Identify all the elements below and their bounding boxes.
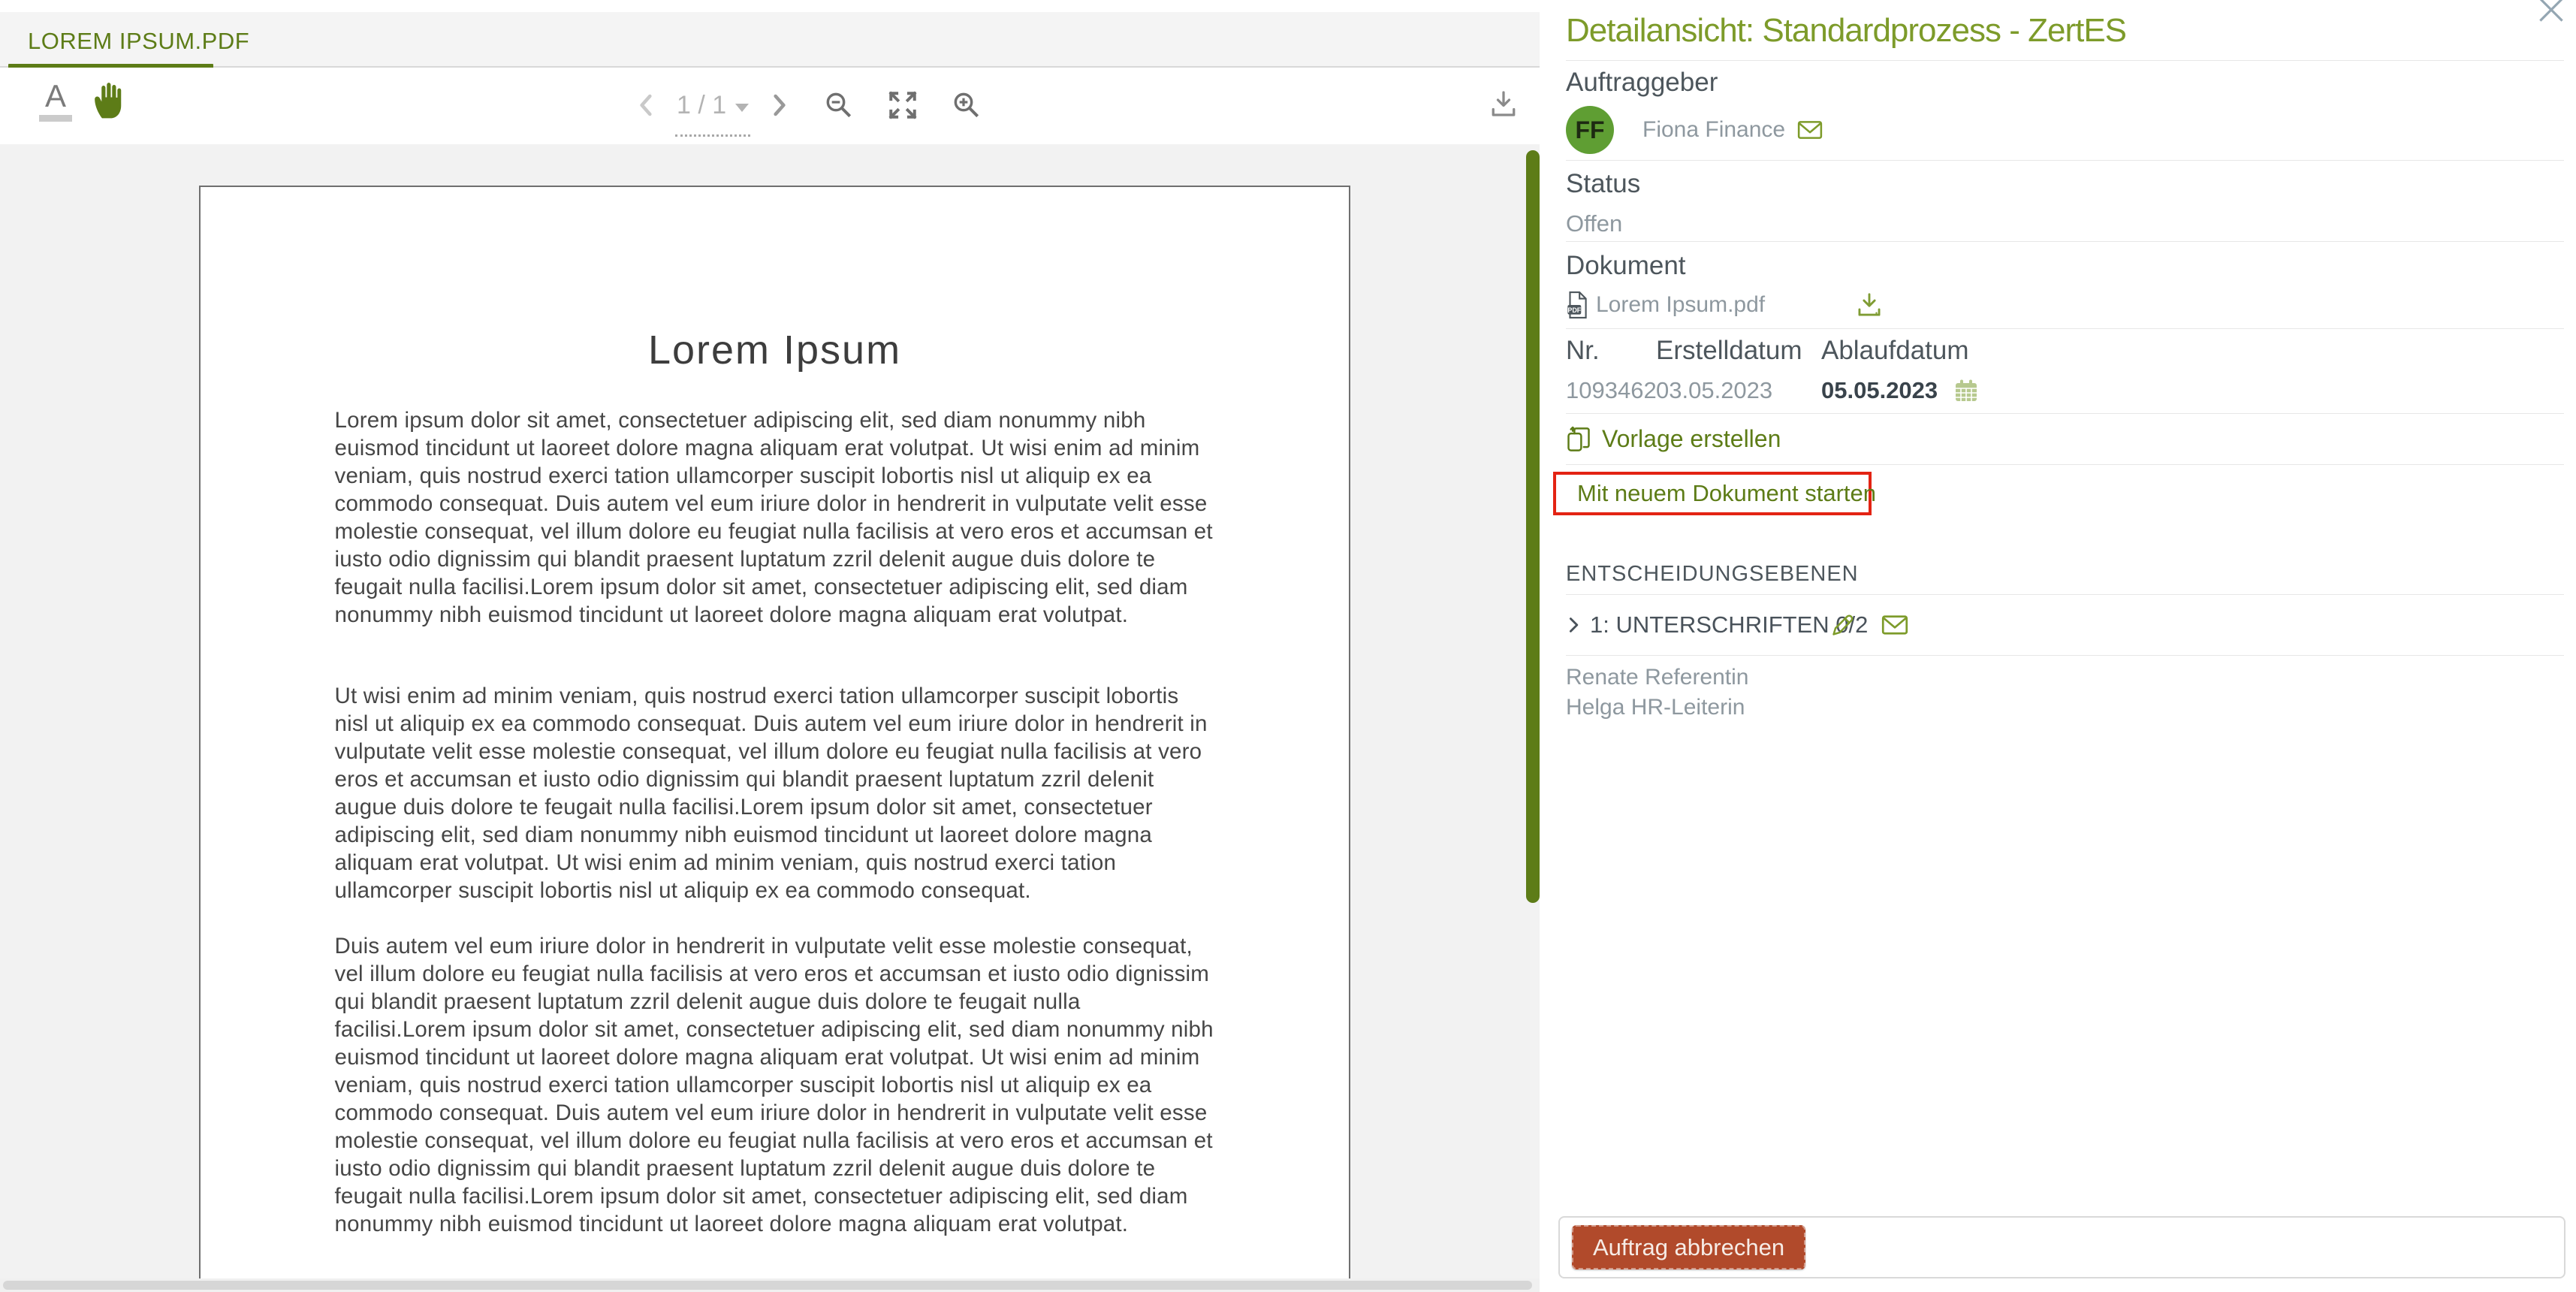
- panel-footer: [1558, 1216, 2565, 1278]
- zoom-out-icon: [824, 90, 854, 120]
- meta-values: [1566, 377, 2564, 404]
- vorlage-erstellen-link[interactable]: [1566, 425, 1781, 453]
- download-file-button[interactable]: [1855, 291, 1884, 318]
- ablaufdatum-header: Ablaufdatum: [1821, 336, 1969, 365]
- document-viewport: [0, 144, 1540, 1292]
- erstelldatum-value: 03.05.2023: [1656, 377, 1773, 403]
- panel-title: Detailansicht: Standardprozess - ZertES: [1566, 0, 2564, 61]
- mail-icon: [1881, 614, 1908, 635]
- text-tool-underline: [39, 115, 72, 122]
- pdf-toolbar: [0, 68, 1540, 143]
- text-tool-icon: A: [44, 78, 66, 113]
- pdf-page: [199, 186, 1350, 1292]
- dokument-label: Dokument: [1566, 251, 1686, 280]
- hand-icon: [92, 81, 126, 120]
- auftraggeber-section: [1566, 61, 2564, 161]
- start-with-new-document-label: Mit neuem Dokument starten: [1577, 480, 1877, 506]
- page-indicator-value: 1 / 1: [677, 90, 727, 119]
- document-paragraph: Duis autem vel eum iriure dolor in hendrerit in vulputate velit esse molestie consequat, vel illum dolore eu feugiat nulla facilisis at vero eros et accumsan et iusto odio dignissim qui blandit praesent luptatum zzril delenit augue duis dolore te feugait nulla facilisi.Lorem ipsum dolor sit amet, consectetuer adipiscing elit, sed diam nonummy nibh euismod tincidunt ut laoreet dolore magna aliquam erat volutpat. Ut wisi enim ad minim veniam, quis nostrud exerci tation ullamcorper suscipit lobortis nisl ut aliquip ex ea commodo consequat. Duis autem vel eum iriure dolor in hendrerit in vulputate velit esse molestie consequat, vel illum dolore eu feugiat nulla facilisis at vero eros et accumsan et iusto odio dignissim qui blandit praesent luptatum zzril delenit augue duis dolore te feugait nulla facilisi.Lorem ipsum dolor sit amet, consectetuer adipiscing elit, sed diam nonummy nibh euismod tincidunt ut laoreet dolore magna aliquam erat volutpat.: [334, 934, 1214, 1236]
- document-title: Lorem Ipsum: [647, 328, 902, 373]
- previous-page-button[interactable]: [635, 90, 657, 120]
- horizontal-scrollbar[interactable]: [0, 1278, 1540, 1292]
- create-template-icon: [1566, 426, 1591, 453]
- zoom-out-button[interactable]: [824, 90, 854, 120]
- calendar-picker-button[interactable]: [1954, 379, 1978, 403]
- chevron-right-small-icon: [1566, 616, 1581, 634]
- status-value: Offen: [1566, 210, 1623, 237]
- meta-headers: [1566, 337, 2564, 364]
- chevron-right-icon: [768, 90, 791, 120]
- download-document-button[interactable]: [1489, 89, 1519, 119]
- pencil-icon: [1830, 612, 1856, 638]
- page-indicator-dropdown[interactable]: [677, 91, 749, 120]
- entscheidungsebenen-heading-row: [1566, 562, 2564, 595]
- page-indicator-underline: [675, 134, 750, 137]
- cancel-order-button[interactable]: Auftrag abbrechen: [1572, 1225, 1805, 1269]
- nr-header: Nr.: [1566, 336, 1600, 365]
- auftraggeber-person: [1566, 106, 2564, 154]
- zoom-in-button[interactable]: [952, 90, 982, 120]
- hand-pan-tool-button[interactable]: [92, 81, 126, 120]
- entscheidungsebenen-heading: ENTSCHEIDUNGSEBENEN: [1566, 562, 1859, 586]
- member-name: Renate Referentin: [1566, 665, 1749, 690]
- decision-level-row[interactable]: [1566, 595, 2564, 656]
- member-name: Helga HR-Leiterin: [1566, 695, 1745, 720]
- start-with-new-document-link[interactable]: [1553, 472, 1877, 515]
- pdf-file-icon: [1566, 291, 1588, 319]
- horizontal-scrollbar-thumb[interactable]: [3, 1281, 1532, 1290]
- detail-panel: [1547, 0, 2576, 1292]
- chevron-left-icon: [635, 90, 657, 120]
- dokument-section: [1566, 242, 2564, 329]
- download-green-icon: [1855, 291, 1884, 318]
- calendar-icon: [1954, 379, 1978, 403]
- erstelldatum-header: Erstelldatum: [1656, 336, 1802, 365]
- meta-section: [1566, 329, 2564, 414]
- edit-level-button[interactable]: [1830, 612, 1856, 638]
- zoom-in-icon: [952, 90, 982, 120]
- start-with-new-document-section: [1566, 472, 2564, 562]
- fullscreen-expand-icon: [887, 89, 918, 121]
- chevron-down-icon: [735, 104, 749, 112]
- decision-level-label: 1: UNTERSCHRIFTEN 0/2: [1590, 611, 1869, 638]
- vorlage-erstellen-section: [1566, 414, 2564, 465]
- tab-lorem-ipsum-pdf[interactable]: [0, 12, 294, 68]
- vertical-scrollbar[interactable]: [1526, 150, 1540, 903]
- send-reminder-mail-button[interactable]: [1881, 614, 1908, 635]
- tab-bar: [0, 12, 1540, 68]
- status-label: Status: [1566, 169, 1641, 198]
- next-page-button[interactable]: [768, 90, 791, 120]
- fit-to-screen-button[interactable]: [887, 89, 918, 121]
- document-body: [335, 406, 1215, 1238]
- page-navigation: [635, 68, 982, 143]
- avatar: FF: [1566, 106, 1614, 154]
- document-row: [1566, 291, 2564, 319]
- tab-label: LOREM IPSUM.PDF: [28, 28, 250, 54]
- auftraggeber-name: Fiona Finance: [1642, 117, 1786, 142]
- mail-icon[interactable]: [1797, 120, 1823, 140]
- ablaufdatum-value: 05.05.2023: [1821, 377, 1938, 403]
- document-paragraph: Ut wisi enim ad minim veniam, quis nostrud exerci tation ullamcorper suscipit lobortis nisl ut aliquip ex ea commodo consequat. Duis autem vel eum iriure dolor in hendrerit in vulputate velit esse molestie consequat, vel illum dolore eu feugiat nulla facilisis at vero eros et accumsan et iusto odio dignissim qui blandit praesent luptatum zzril delenit augue duis dolore te feugait nulla facilisi.Lorem ipsum dolor sit amet, consectetuer adipiscing elit, sed diam nonummy nibh euismod tincidunt ut laoreet dolore magna aliquam erat volutpat. Ut wisi enim ad minim veniam, quis nostrud exerci tation ullamcorper suscipit lobortis nisl ut aliquip ex ea commodo consequat.: [334, 684, 1208, 903]
- document-filename: Lorem Ipsum.pdf: [1596, 292, 1766, 317]
- text-annotation-tool-button[interactable]: [38, 80, 74, 122]
- vorlage-erstellen-label: Vorlage erstellen: [1602, 425, 1781, 452]
- level-members: [1566, 656, 2576, 723]
- auftraggeber-label: Auftraggeber: [1566, 68, 1718, 97]
- status-section: [1566, 161, 2564, 242]
- document-paragraph: Lorem ipsum dolor sit amet, consectetuer adipiscing elit, sed diam nonummy nibh euismod tincidunt ut laoreet dolore magna aliquam erat volutpat. Ut wisi enim ad minim veniam, quis nostrud exerci tation ullamcorper suscipit lobortis nisl ut aliquip ex ea commodo consequat. Duis autem vel eum iriure dolor in hendrerit in vulputate velit esse molestie consequat, vel illum dolore eu feugiat nulla facilisis at vero eros et accumsan et iusto odio dignissim qui blandit praesent luptatum zzril delenit augue duis dolore te feugait nulla facilisi.Lorem ipsum dolor sit amet, consectetuer adipiscing elit, sed diam nonummy nibh euismod tincidunt ut laoreet dolore magna aliquam erat volutpat.: [334, 408, 1213, 627]
- pdf-badge-text: PDF: [1567, 306, 1582, 315]
- download-icon: [1489, 89, 1519, 119]
- nr-value: 1093462: [1566, 377, 1657, 403]
